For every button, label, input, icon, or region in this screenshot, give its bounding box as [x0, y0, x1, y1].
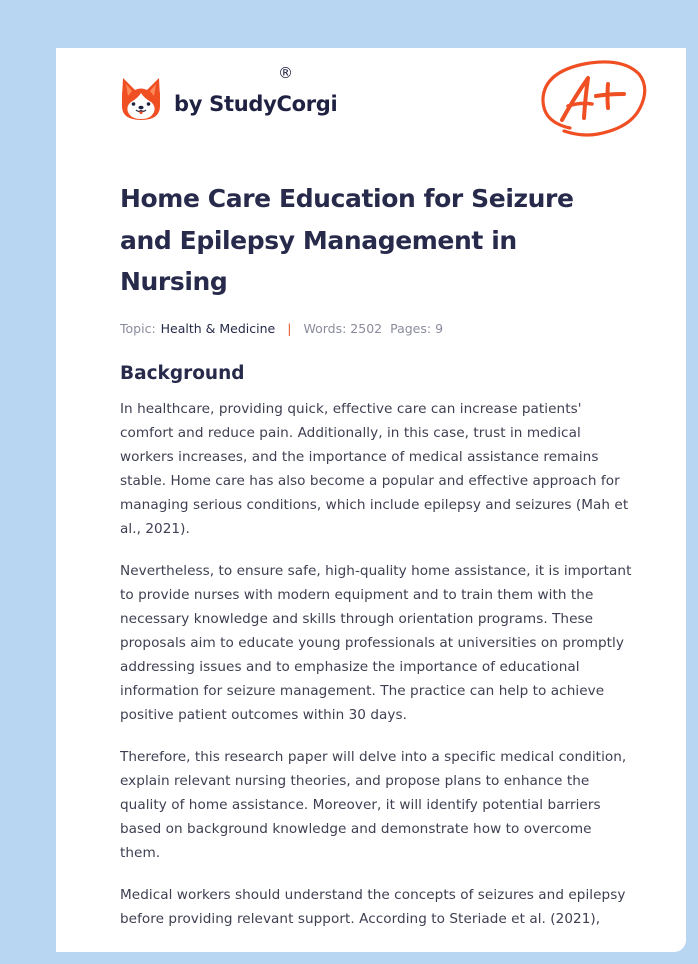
section-heading-background: Background — [120, 362, 245, 384]
studycorgi-logo[interactable] — [121, 76, 337, 122]
page-count: Pages: 9 — [390, 320, 444, 336]
article-content — [120, 178, 632, 931]
document-card — [56, 48, 686, 952]
corgi-icon — [121, 76, 161, 122]
meta-separator: | — [287, 320, 292, 336]
paragraph: In healthcare, providing quick, effective care can increase patients' comfort and reduce pain. Additionally, in this case, trust in medical workers increases, and the importance of medical assistance remains stable. Home care has also become a popular and effective approach for managing serious conditions, which include epilepsy and seizures (Mah et al., 2021). — [120, 400, 629, 537]
topic-label: Topic: — [120, 320, 156, 336]
paragraph: Nevertheless, to ensure safe, high-quality home assistance, it is important to provide nurses with modern equipment and to train them with the necessary knowledge and skills through orientation programs. These proposals aim to educate young professionals at universities on promptly addressing issues and to emphasize the importance of educational information for seizure management. The practice can help to achieve positive patient outcomes within 30 days. — [120, 562, 632, 723]
page-title: Home Care Education for Seizure and Epilepsy Management in Nursing — [120, 184, 574, 296]
word-count: Words: 2502 — [303, 320, 383, 336]
topic-link[interactable]: Health & Medicine — [160, 320, 276, 336]
document-header — [56, 48, 686, 158]
a-plus-grade-icon — [538, 58, 648, 140]
registered-mark: ® — [278, 64, 293, 82]
logo-text: by StudyCorgi — [174, 92, 338, 116]
article-meta — [120, 321, 632, 336]
paragraph: Therefore, this research paper will delve into a specific medical condition, explain relevant nursing theories, and propose plans to enhance the quality of home assistance. Moreover, it will identify potential barriers based on background knowledge and demonstrate how to overcome them. — [120, 748, 627, 861]
paragraph: Medical workers should understand the concepts of seizures and epilepsy before providing relevant support. According to Steriade et al. (2021), — [120, 886, 626, 927]
